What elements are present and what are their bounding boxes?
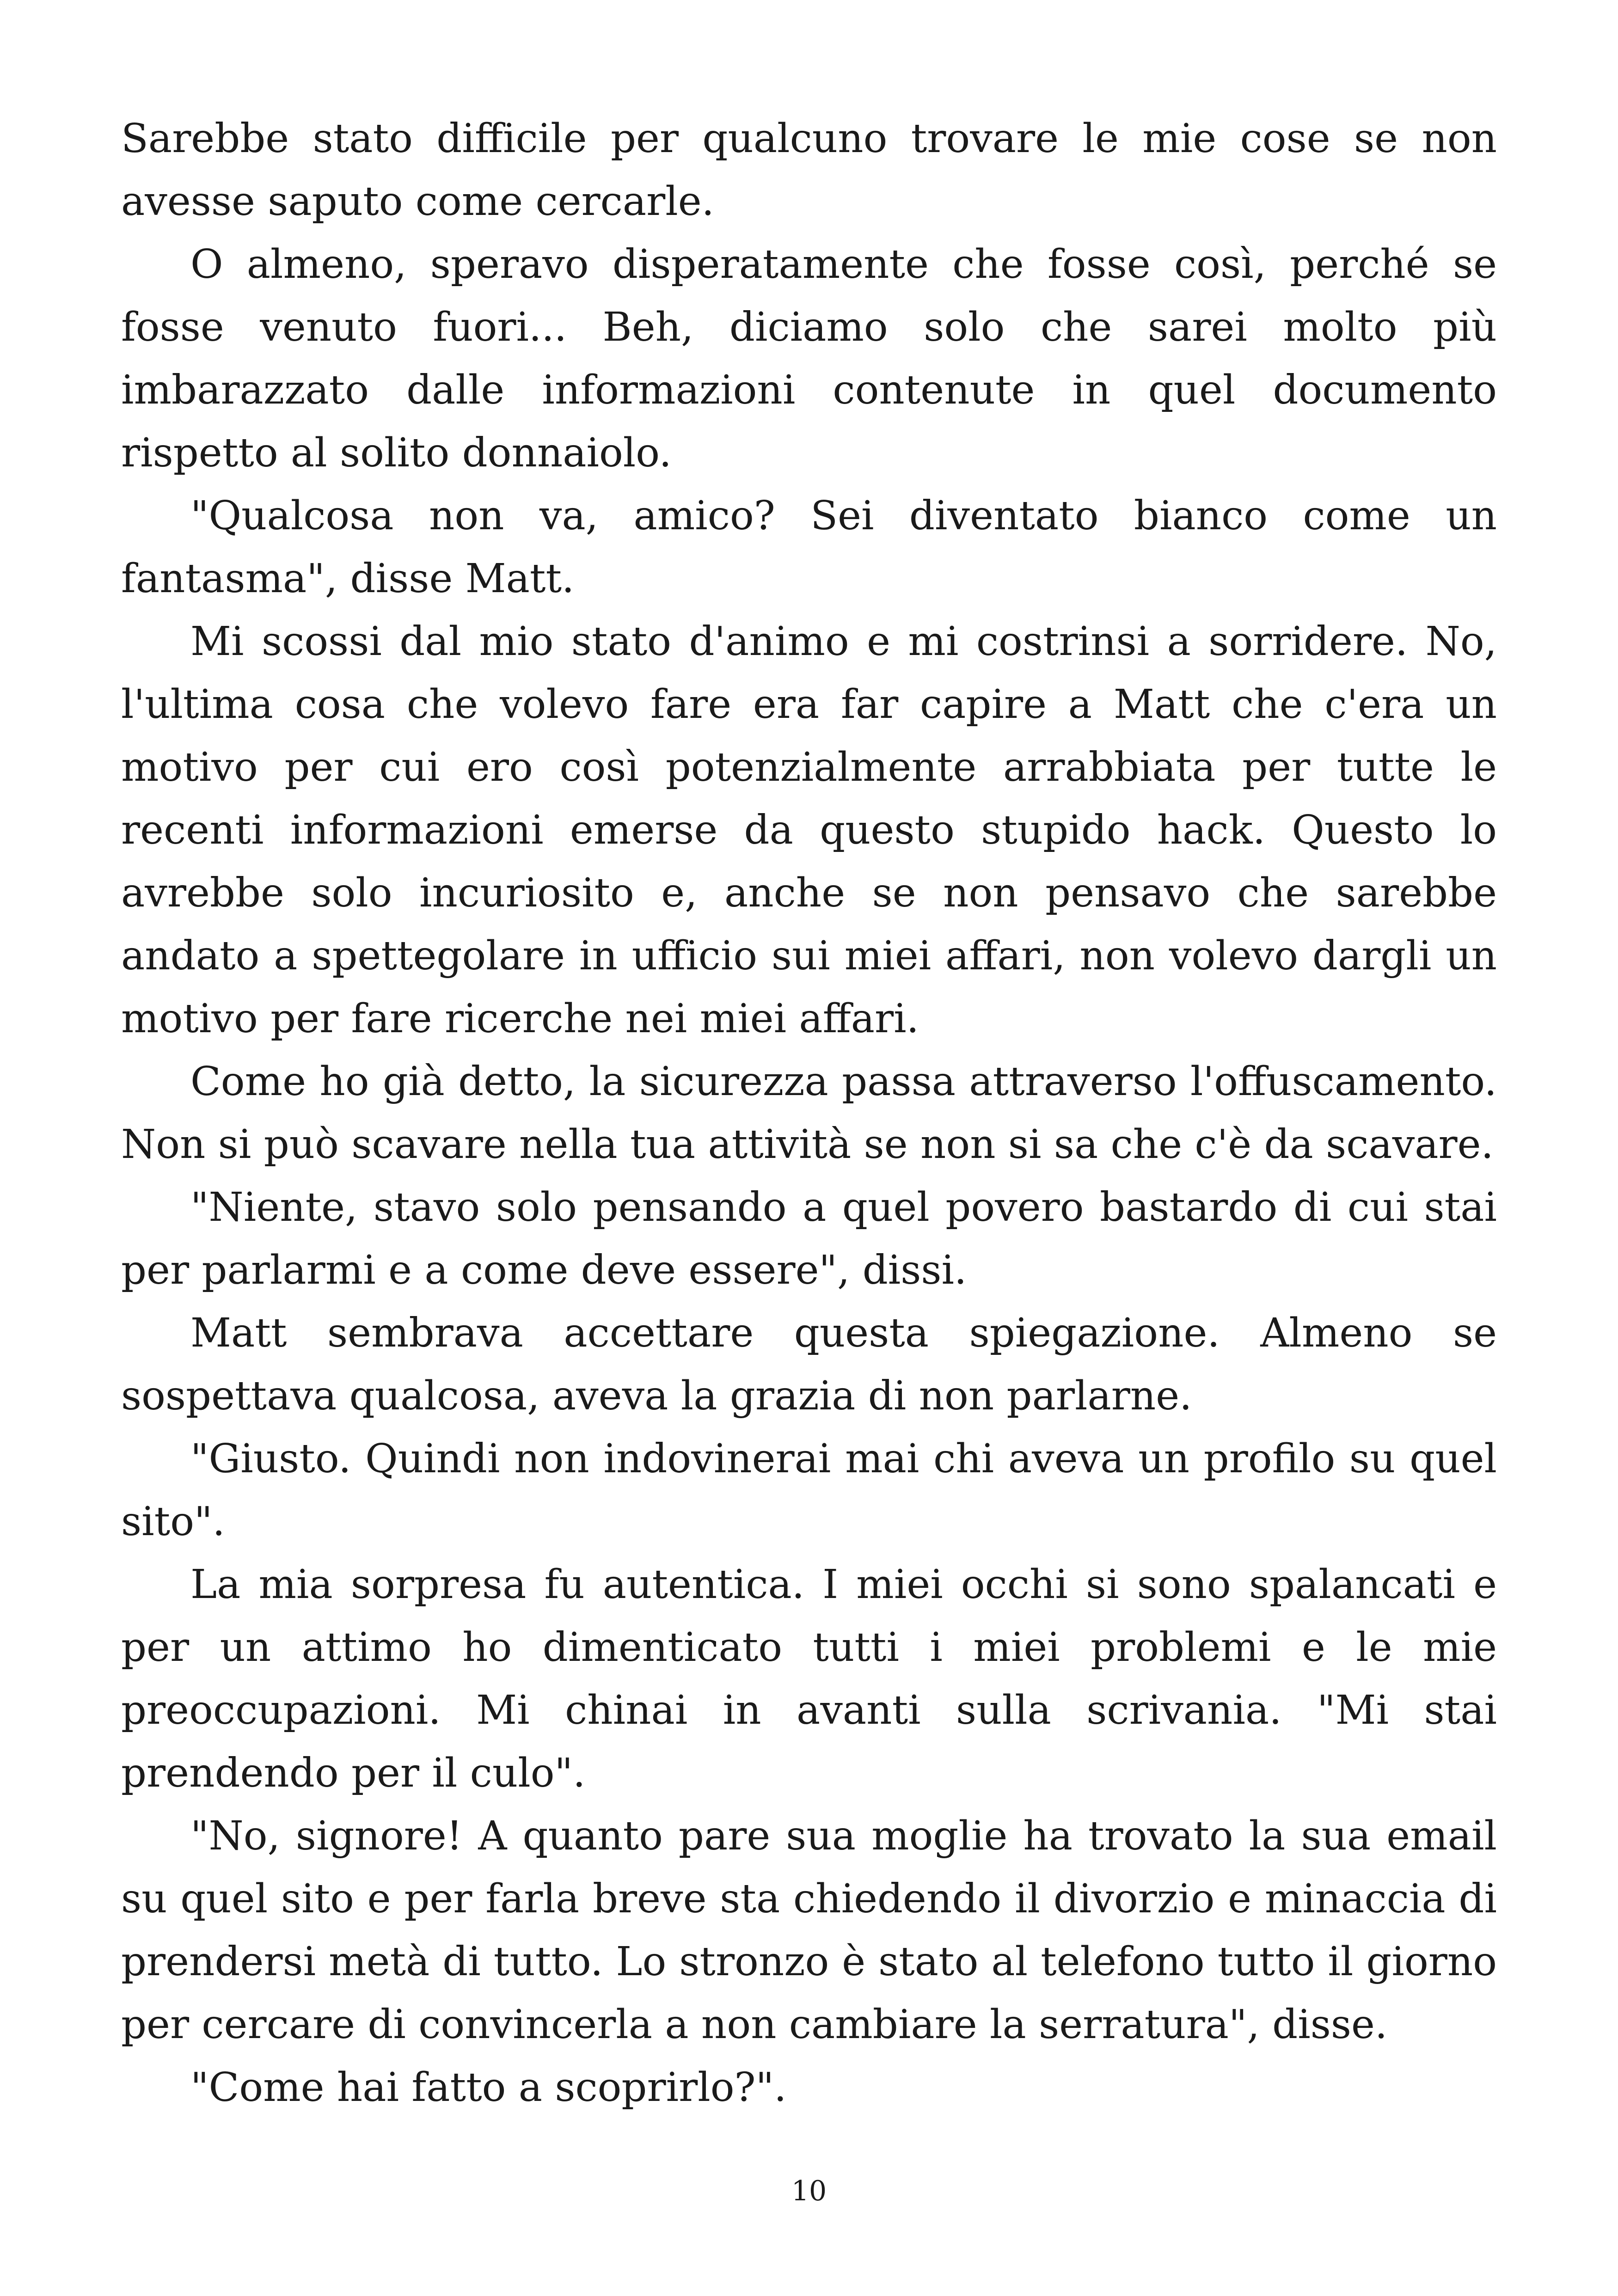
paragraph: "Qualcosa non va, amico? Sei diventato bianco come un fantasma", disse Matt.	[121, 493, 1497, 602]
paragraph: O almeno, speravo disperatamente che fosse così, perché se fosse venuto fuori... Beh, diciamo solo che sarei molto più imbarazzato dalle informazioni contenute in quel documento rispetto al solito donnaiolo.	[121, 241, 1497, 476]
paragraph: La mia sorpresa fu autentica. I miei occhi si sono spalancati e per un attimo ho dimenticato tutti i miei problemi e le mie preoccupazioni. Mi chinai in avanti sulla scrivania. "Mi stai prendendo per il culo".	[121, 1561, 1497, 1796]
paragraph: Matt sembrava accettare questa spiegazione. Almeno se sospettava qualcosa, aveva la grazia di non parlarne.	[121, 1310, 1497, 1419]
paragraph: Come ho già detto, la sicurezza passa attraverso l'offuscamento. Non si può scavare nella tua attività se non si sa che c'è da scavare.	[121, 1059, 1497, 1168]
paragraph: "Giusto. Quindi non indovinerai mai chi aveva un profilo su quel sito".	[121, 1436, 1497, 1545]
page-number: 10	[791, 2175, 827, 2207]
paragraph: Mi scossi dal mio stato d'animo e mi costrinsi a sorridere. No, l'ultima cosa che volevo fare era far capire a Matt che c'era un motivo per cui ero così potenzialmente arrabbiata per tutte le recenti informazioni emerse da questo stupido hack. Questo lo avrebbe solo incuriosito e, anche se non pensavo che sarebbe andato a spettegolare in ufficio sui miei affari, non volevo dargli un motivo per fare ricerche nei miei affari.	[121, 618, 1497, 1042]
paragraph: "Come hai fatto a scoprirlo?".	[190, 2064, 787, 2111]
paragraph: "Niente, stavo solo pensando a quel povero bastardo di cui stai per parlarmi e a come deve essere", dissi.	[121, 1184, 1497, 1293]
paragraph: Sarebbe stato difficile per qualcuno trovare le mie cose se non avesse saputo come cercarle.	[121, 116, 1497, 225]
paragraph: "No, signore! A quanto pare sua moglie ha trovato la sua email su quel sito e per farla breve sta chiedendo il divorzio e minaccia di prendersi metà di tutto. Lo stronzo è stato al telefono tutto il giorno per cercare di convincerla a non cambiare la serratura", disse.	[121, 1813, 1497, 2048]
body-text	[121, 107, 1497, 2119]
